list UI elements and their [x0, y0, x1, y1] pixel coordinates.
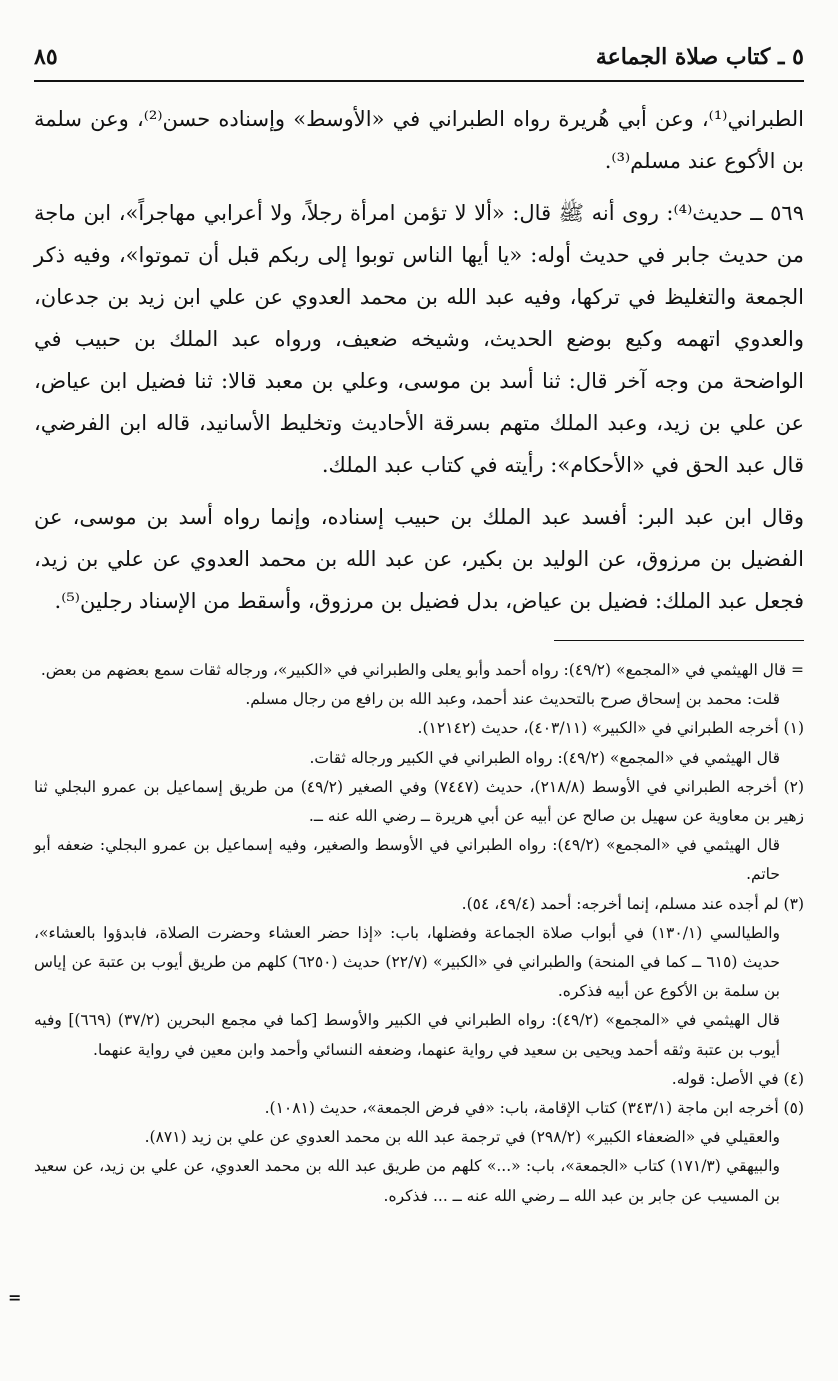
- footnote-5-source-bayhaqi: والبيهقي (١٧١/٣) كتاب «الجمعة»، باب: «...» كلهم من طريق عبد الله بن محمد العدوي، عن علي بن زيد، عن سعيد بن المسيب عن جابر بن عبد الله ــ رضي الله عنه ــ ... فذكره.: [34, 1157, 780, 1205]
- footnote-separator: [554, 640, 804, 641]
- chapter-title: ٥ ـ كتاب صلاة الجماعة: [595, 44, 804, 70]
- footnote-4: (٤) في الأصل: قوله.: [671, 1069, 804, 1088]
- footnote-2-remark: قال الهيثمي في «المجمع» (٤٩/٢): رواه الطبراني في الأوسط والصغير، وفيه إسماعيل بن عمرو البجلي: ضعفه أبو حاتم.: [34, 836, 780, 884]
- footnote-1: (١) أخرجه الطبراني في «الكبير» (٤٠٣/١١)، حديث (١٢١٤٢).: [417, 719, 804, 738]
- footnote-2: (٢) أخرجه الطبراني في الأوسط (٢١٨/٨)، حديث (٧٤٤٧) وفي الصغير (٤٩/٢) من طريق إسماعيل بن عمرو البجلي ثنا زهير بن معاوية عن سهيل بن صالح عن أبيه عن أبي هريرة ــ رضي الله عنه ــ.: [34, 777, 805, 826]
- margin-mark: =: [8, 1288, 22, 1307]
- footnote-3-source: والطيالسي (١٣٠/١) في أبواب صلاة الجماعة وفضلها، باب: «إذا حضر العشاء وحضرت الصلاة، فابدؤوا بالعشاء»، حديث (٦١٥ ــ كما في المنحة) والطبراني في «الكبير» (٢٢/٧) حديث (٦٢٥٠) كلهم من طريق أيوب بن عتبة عن إياس بن سلمة بن الأكوع عن أبيه فذكره.: [34, 923, 781, 1001]
- main-text: [34, 98, 804, 622]
- footnote-remark: قلت: محمد بن إسحاق صرح بالتحديث عند أحمد، وعبد الله بن رافع من رجال مسلم.: [245, 690, 780, 709]
- footnote-5-source-aqili: والعقيلي في «الضعفاء الكبير» (٢٩٨/٢) في ترجمة عبد الله بن محمد العدوي عن علي بن زيد (٨٧١).: [144, 1128, 780, 1147]
- footnote-5: (٥) أخرجه ابن ماجة (٣٤٣/١) كتاب الإقامة، باب: «في فرض الجمعة»، حديث (١٠٨١).: [264, 1099, 804, 1118]
- page-header: [34, 40, 804, 82]
- footnotes: [34, 656, 804, 1211]
- footnote-1-remark: قال الهيثمي في «المجمع» (٤٩/٢): رواه الطبراني في الكبير ورجاله ثقات.: [309, 748, 780, 767]
- footnote-3-remark: قال الهيثمي في «المجمع» (٤٩/٢): رواه الطبراني في الكبير والأوسط [كما في مجمع البحرين (٣٧/٢) (٦٦٩)] وفيه أيوب بن عتبة وثقه أحمد ويحيى بن سعيد في رواية عنهما، وضعفه النسائي وأحمد وابن معين في رواية عنهما.: [34, 1011, 780, 1059]
- footnote-continuation: = قال الهيثمي في «المجمع» (٤٩/٢): رواه أحمد وأبو يعلى والطبراني في «الكبير»، ورجاله ثقات سمع بعضهم من بعض.: [40, 661, 804, 679]
- footnote-3: (٣) لم أجده عند مسلم، إنما أخرجه: أحمد (٤٩/٤، ٥٤).: [461, 894, 804, 913]
- page-number: ٨٥: [34, 44, 58, 70]
- paragraph-hadith-569: ٥٦٩ ــ حديث⁽⁴⁾: روى أنه ﷺ قال: «ألا لا تؤمن امرأة رجلاً، ولا أعرابي مهاجراً»، ابن ماجة من حديث جابر في حديث أوله: «يا أيها الناس توبوا إلى ربكم قبل أن تموتوا»، وفيه ذكر الجمعة والتغليظ في تركها، وفيه عبد الله بن محمد العدوي عن علي ابن زيد بن جدعان، والعدوي اتهمه وكيع بوضع الحديث، وشيخه ضعيف، ورواه عبد الملك بن حبيب في الواضحة من وجه آخر قال: ثنا أسد بن موسى، وعلي بن معبد قالا: ثنا فضيل ابن عياض، عن علي بن زيد، وعبد الملك متهم بسرقة الأحاديث وتخليط الأسانيد، قاله ابن الفرضي، قال عبد الحق في «الأحكام»: رأيته في كتاب عبد الملك.: [34, 201, 804, 477]
- paragraph-3: وقال ابن عبد البر: أفسد عبد الملك بن حبيب إسناده، وإنما رواه أسد بن موسى، عن الفضيل بن مرزوق، عن الوليد بن بكير، عن عبد الله بن محمد العدوي عن علي بن زيد، فجعل عبد الملك: فضيل بن عياض، بدل فضيل بن مرزوق، وأسقط من الإسناد رجلين⁽⁵⁾.: [34, 505, 804, 613]
- book-page: [34, 40, 804, 1360]
- paragraph-1: الطبراني⁽¹⁾، وعن أبي هُريرة رواه الطبراني في «الأوسط» وإسناده حسن⁽²⁾، وعن سلمة بن الأكوع عند مسلم⁽³⁾.: [34, 107, 805, 173]
